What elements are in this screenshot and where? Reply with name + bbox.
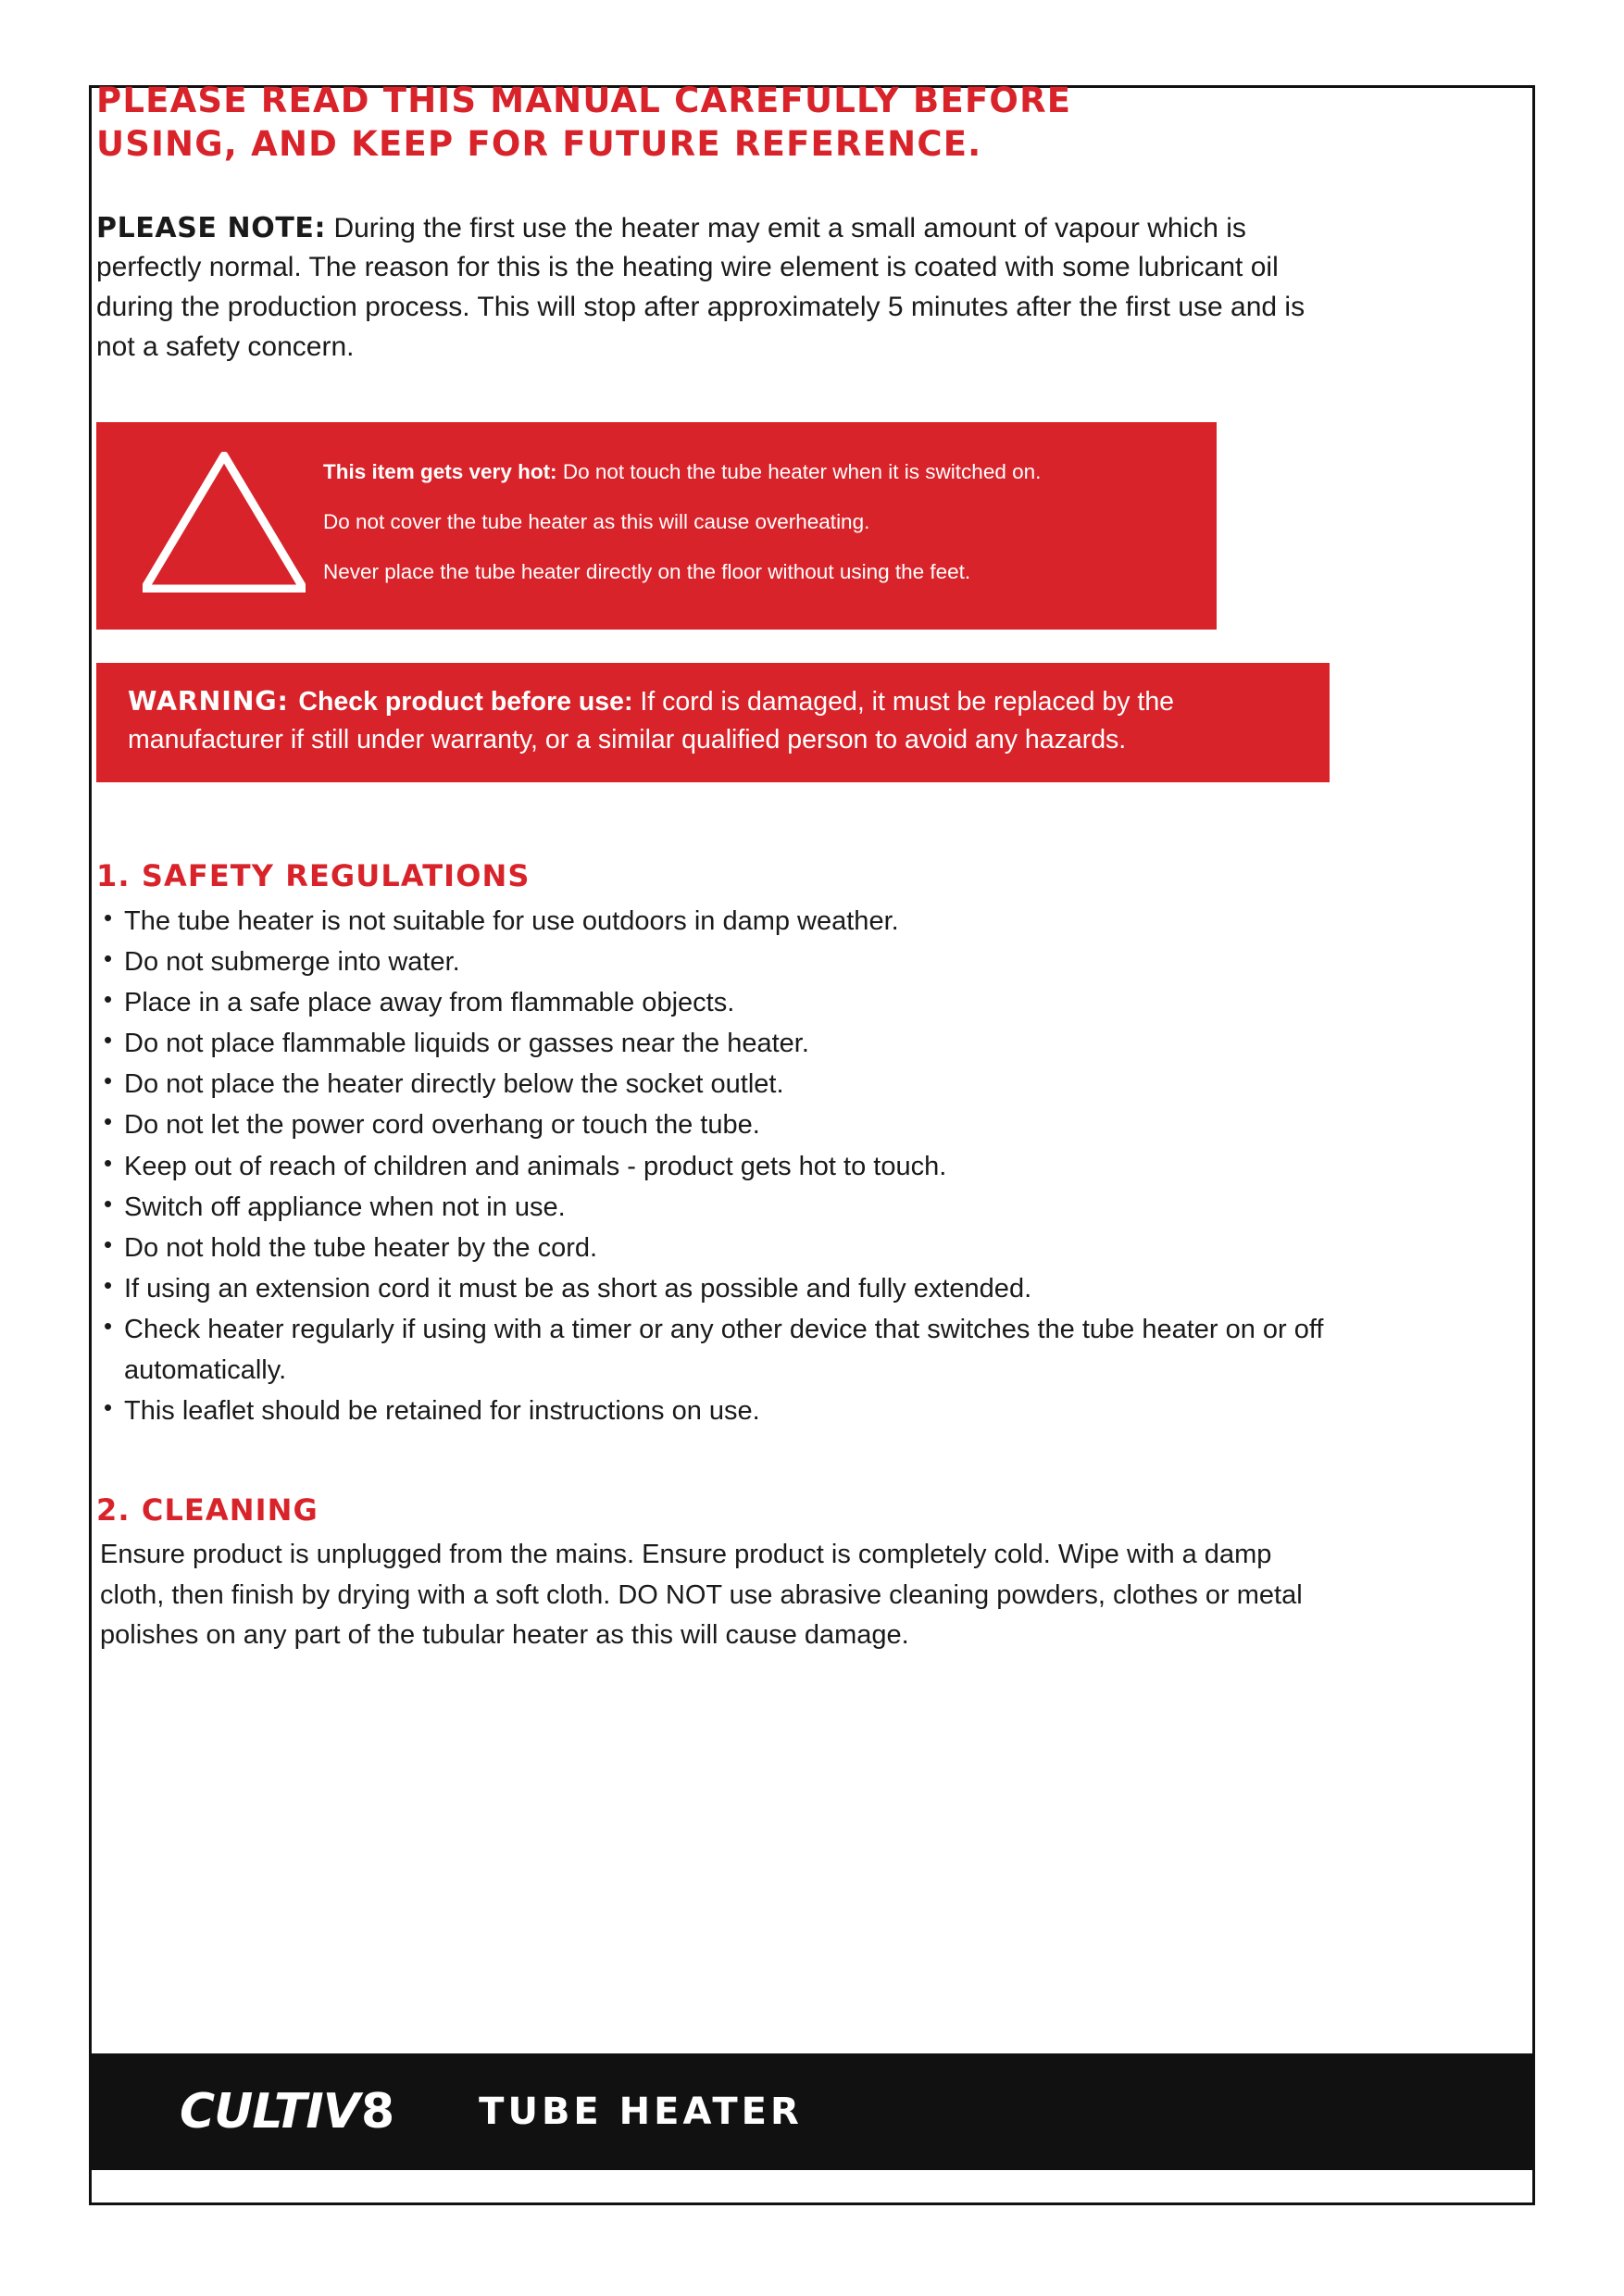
- list-item: • If using an extension cord it must be as short as possible and fully extended.: [96, 1268, 1328, 1309]
- cleaning-section-title: 2. CLEANING: [96, 1492, 319, 1529]
- warning-subject: Check product before use:: [298, 687, 633, 718]
- document-content: [96, 79, 1550, 1656]
- hot-surface-warning-icon: [124, 446, 323, 593]
- hot-warning-line-1: [323, 459, 1185, 485]
- list-item: • Switch off appliance when not in use.: [96, 1187, 1328, 1228]
- hot-surface-warning-box: [96, 422, 1217, 630]
- list-item: • Keep out of reach of children and animals - product gets hot to touch.: [96, 1146, 1328, 1187]
- list-item: • Do not place flammable liquids or gasses near the heater.: [96, 1023, 1328, 1064]
- list-item: • This leaflet should be retained for instructions on use.: [96, 1391, 1328, 1431]
- safety-regulations-list: [96, 901, 1328, 1431]
- cleaning-section-body: Ensure product is unplugged from the mains. Ensure product is completely cold. Wipe with a damp cloth, then finish by drying with a soft cloth. DO NOT use abrasive cleaning powders, clothes or metal polishes on any part of the tubular heater as this will cause damage.: [100, 1540, 1303, 1651]
- warning-body: If cord is damaged, it must be replaced by the manufacturer if still under warranty, or a similar qualified person to avoid any hazards.: [128, 687, 1175, 755]
- page-title: [96, 79, 1263, 167]
- headline-line-2: USING, AND KEEP FOR FUTURE REFERENCE.: [96, 124, 982, 165]
- list-item: • Place in a safe place away from flammable objects.: [96, 982, 1328, 1023]
- list-item: • Check heater regularly if using with a timer or any other device that switches the tube heater on or off automatically.: [96, 1309, 1328, 1391]
- list-item: • Do not let the power cord overhang or touch the tube.: [96, 1104, 1328, 1145]
- hot-warning-line-1-bold: This item gets very hot:: [323, 460, 557, 484]
- safety-regulations-section: [96, 858, 1550, 1431]
- list-item: • Do not place the heater directly below the socket outlet.: [96, 1064, 1328, 1104]
- please-note-text: During the first use the heater may emit a small amount of vapour which is perfectly normal. The reason for this is the heating wire element is coated with some lubricant oil during the production process. This will stop after approximately 5 minutes after the first use and is not a safety concern.: [96, 212, 1305, 362]
- warning-label: WARNING:: [128, 686, 299, 718]
- please-note-paragraph: [96, 209, 1342, 367]
- product-name: TUBE HEATER: [479, 2090, 803, 2133]
- hot-warning-line-1-rest: Do not touch the tube heater when it is switched on.: [556, 460, 1042, 484]
- list-item: • The tube heater is not suitable for use outdoors in damp weather.: [96, 901, 1328, 942]
- brand-logo: [180, 2084, 394, 2140]
- cleaning-section: [96, 1492, 1550, 1656]
- hot-surface-warning-text: [323, 446, 1185, 585]
- hot-warning-line-2: Do not cover the tube heater as this will cause overheating.: [323, 510, 870, 534]
- brand-name: CULTIV: [180, 2084, 359, 2140]
- footer-bar: [89, 2053, 1535, 2170]
- please-note-label: PLEASE NOTE:: [96, 211, 327, 244]
- warning-text: [128, 683, 1298, 758]
- list-item: • Do not submerge into water.: [96, 942, 1328, 982]
- brand-suffix: 8: [360, 2084, 394, 2140]
- warning-box: [96, 663, 1330, 782]
- safety-section-title: 1. SAFETY REGULATIONS: [96, 858, 531, 894]
- hot-warning-line-3: Never place the tube heater directly on the floor without using the feet.: [323, 560, 971, 584]
- headline-line-1: PLEASE READ THIS MANUAL CAREFULLY BEFORE: [96, 81, 1072, 120]
- list-item: • Do not hold the tube heater by the cord.: [96, 1228, 1328, 1268]
